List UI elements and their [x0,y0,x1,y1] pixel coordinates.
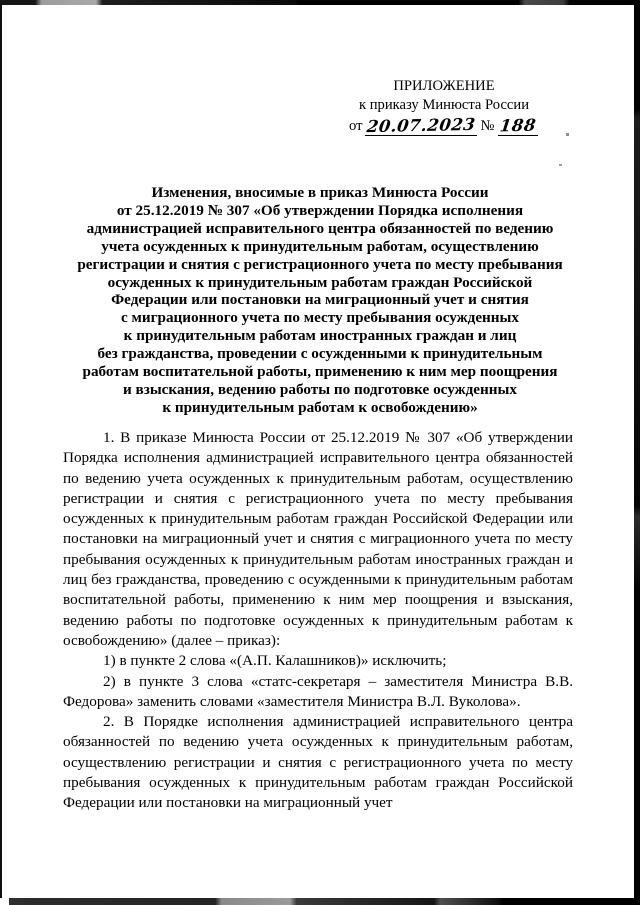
title-line: и взыскания, ведению работы по подготовке осужденных [122,380,518,398]
scan-speck [566,133,569,136]
title-line: к принудительным работам к освобождению» [162,398,478,416]
number-sign: № [480,118,495,134]
document-title [58,184,582,417]
title-line: без гражданства, проведении с осужденными к принудительным [97,345,543,363]
handwritten-date: 20.07.2023 [366,114,477,137]
subitem-2: 2) в пункте 3 слова «статс-секретаря – заместителя Министра В.В. Федорова» заменить словами «заместителя Министра В.Л. Вуколова». [63,672,573,710]
scan-border-top [0,0,640,5]
title-line: к принудительным работам иностранных граждан и лиц [123,327,517,345]
handwritten-date-underline [365,114,477,137]
subitem-1: 1) в пункте 2 слова «(А.П. Калашников)» исключить; [103,652,447,670]
approval-stamp [336,77,552,136]
scan-border-right [634,0,640,905]
title-line: регистрации и снятия с регистрационного учета по месту пребывания [77,255,563,273]
title-line: от 25.12.2019 № 307 «Об утверждении Порядка исполнения [116,201,524,219]
handwritten-number-underline [498,115,538,136]
appendix-label: ПРИЛОЖЕНИЕ [393,78,495,94]
paragraph-2: 2. В Порядке исполнения администрацией исправительного центра обязанностей по ведению учета осужденных к принудительным работам, осуществлению регистрации и снятия с регистрационного учета по месту пребывания осужденных к принудительным работам граждан Российской Федерации или постановки на миграционный учет [63,713,573,812]
title-line: с миграционного учета по месту пребывания осужденных [120,309,520,327]
title-line: работам воспитательной работы, применению к ним мер поощрения [82,363,558,381]
scan-speck [559,164,562,166]
title-line: осужденных к принудительным работам граждан Российской [107,273,533,291]
date-prefix: от [349,118,363,134]
title-line: администрацией исправительного центра обязанностей по ведению [86,219,554,237]
document-body [63,428,573,814]
scan-border-bottom [9,898,634,905]
scan-border-left [0,4,2,898]
title-line: учета осужденных к принудительным работам, осуществлению [101,237,539,255]
paragraph-1: 1. В приказе Минюста России от 25.12.2019 № 307 «Об утверждении Порядка исполнения администрацией исправительного центра обязанностей по ведению учета осужденных к принудительным работам, осуществлению регистрации и снятия с регистрационного учета по месту пребывания осужденных к принудительным работам граждан Российской Федерации или постановки на миграционный учет и снятия с миграционного учета по месту пребывания осужденных к принудительным работам иностранных граждан и лиц без гражданства, проведению с осужденными к принудительным работам воспитательной работы, применению к ним мер поощрения и взыскания, ведению работы по подготовке осужденных к принудительным работам к освобождению» (далее – приказ): [63,429,573,649]
title-line: Изменения, вносимые в приказ Минюста России [151,184,489,201]
order-reference-line: к приказу Минюста России [358,97,530,113]
handwritten-number: 188 [499,115,538,136]
stamp-date-row [336,114,552,137]
title-line: Федерации или постановки на миграционный учет и снятия [111,291,529,309]
